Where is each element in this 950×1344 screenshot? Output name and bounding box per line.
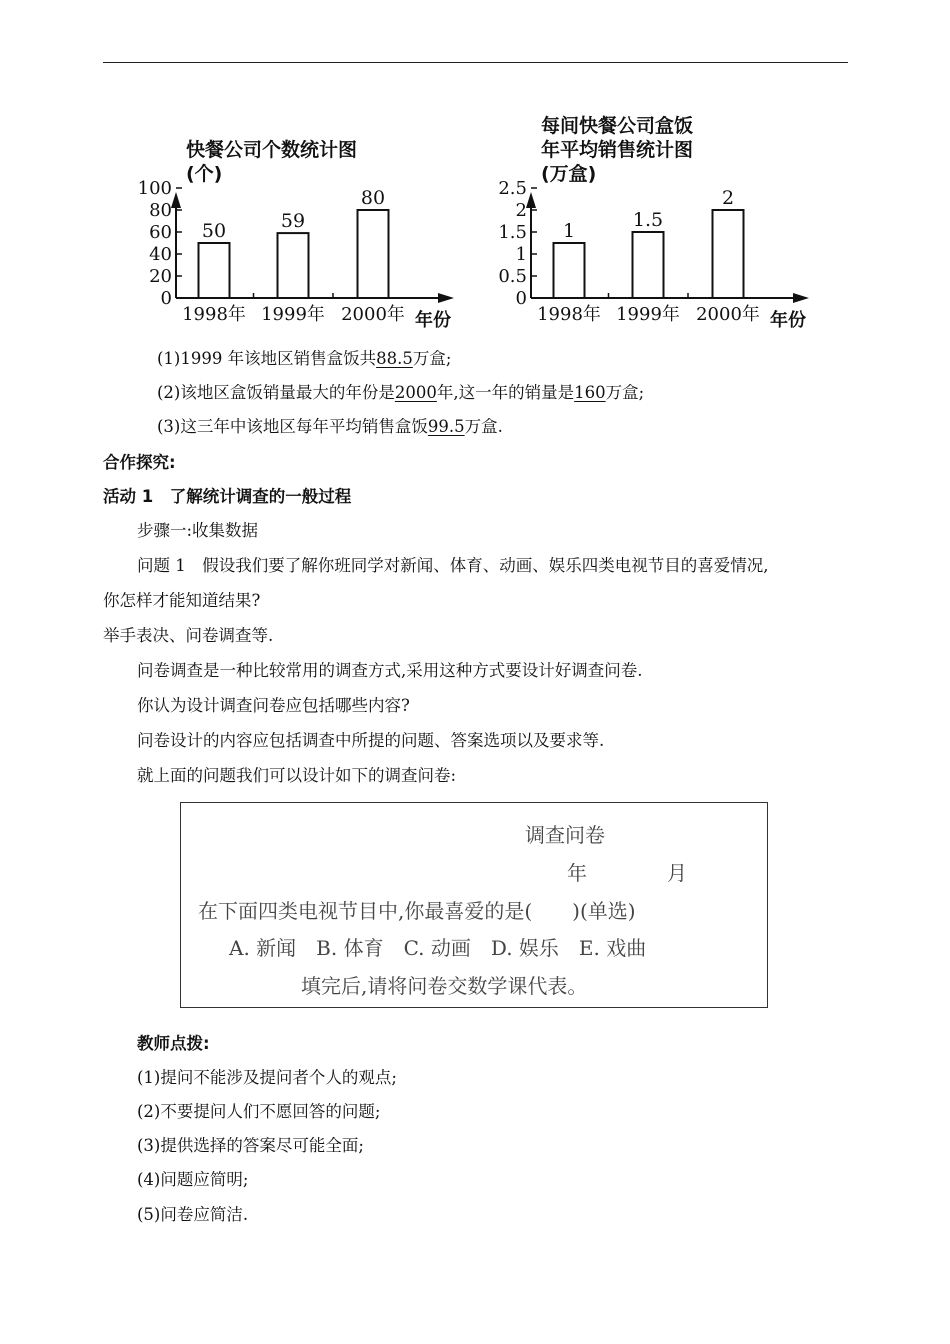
x-axis-arrow [438,293,454,303]
tip-3: (3)提供选择的答案尽可能全面; [137,1136,364,1155]
paragraph-2: 你认为设计调查问卷应包括哪些内容? [137,696,410,715]
heading-teacher-tip: 教师点拨: [137,1034,210,1053]
x-tick-label: 1998年 [182,304,246,325]
x-tick-label: 1999年 [261,304,325,325]
question-1-answer: 88.5 [376,349,413,368]
paragraph-1: 问卷调查是一种比较常用的调查方式,采用这种方式要设计好调查问卷. [137,661,643,680]
y-tick-label: 1.5 [498,222,527,243]
bar [554,243,585,298]
x-tick-label: 1998年 [537,304,601,325]
y-tick-label: 2 [515,200,527,221]
survey-options: A. 新闻 B. 体育 C. 动画 D. 娱乐 E. 戏曲 [229,936,647,960]
chart-restaurant-count [130,108,470,333]
y-axis-arrow [171,192,181,208]
bar [358,210,389,298]
question-2-unit: 万盒; [605,383,645,402]
heading-activity-1: 活动 1 了解统计调查的一般过程 [103,487,352,506]
bar [278,233,309,298]
answer-1: 举手表决、问卷调查等. [103,626,274,645]
question-1-unit: 万盒; [412,349,452,368]
x-tick-label: 1999年 [616,304,680,325]
question-2-text: (2)该地区盒饭销量最大的年份是 [157,383,395,402]
y-tick-label: 0.5 [498,266,527,287]
question-1 [157,347,451,371]
bar [633,232,664,298]
survey-title: 调查问卷 [525,823,605,847]
chart-box-meal-sales [485,108,825,333]
problem-1-line-1: 问题 1 假设我们要了解你班同学对新闻、体育、动画、娱乐四类电视节目的喜爱情况, [137,556,769,575]
y-tick-label: 100 [137,178,172,199]
bar [199,243,230,298]
survey-footer: 填完后,请将问卷交数学课代表。 [301,974,588,998]
chart-title-line1: 每间快餐公司盒饭 [541,115,694,137]
bar-value-label: 1.5 [632,209,664,231]
chart-y-unit: (个) [186,163,223,185]
y-tick-label: 60 [149,222,172,243]
question-3-answer: 99.5 [427,417,465,436]
y-tick-label: 0 [160,288,172,309]
y-tick-label: 1 [515,244,527,265]
question-1-text: (1)1999 年该地区销售盒饭共 [157,349,377,368]
step-1: 步骤一:收集数据 [137,521,259,540]
bar-value-label: 2 [721,187,735,209]
bar [713,210,744,298]
y-tick-label: 2.5 [498,178,527,199]
problem-1-line-2: 你怎样才能知道结果? [103,591,261,610]
x-tick-label: 2000年 [696,304,760,325]
question-2 [157,381,644,405]
heading-cooperative-inquiry: 合作探究: [103,453,176,472]
survey-form [180,802,768,1008]
x-axis-arrow [793,293,809,303]
y-tick-label: 20 [149,266,172,287]
question-3-unit: 万盒. [464,417,503,436]
y-axis-arrow [526,192,536,208]
x-axis-unit-label: 年份 [415,310,451,331]
bar-value-label: 80 [360,187,386,209]
tip-1: (1)提问不能涉及提问者个人的观点; [137,1068,397,1087]
survey-year: 年 [567,861,587,885]
survey-question: 在下面四类电视节目中,你最喜爱的是( )(单选) [198,899,636,923]
question-3-text: (3)这三年中该地区每年平均销售盒饭 [157,417,428,436]
question-2-text-mid: 年,这一年的销量是 [436,383,575,402]
paragraph-3: 问卷设计的内容应包括调查中所提的问题、答案选项以及要求等. [137,731,605,750]
chart-title: 快餐公司个数统计图 [186,139,358,161]
y-tick-label: 80 [149,200,172,221]
x-axis-unit-label: 年份 [770,310,806,331]
survey-month: 月 [667,861,687,885]
paragraph-4: 就上面的问题我们可以设计如下的调查问卷: [137,766,457,785]
x-tick-label: 2000年 [341,304,405,325]
y-tick-label: 40 [149,244,172,265]
tip-4: (4)问题应简明; [137,1170,249,1189]
question-2-answer-year: 2000 [394,383,437,402]
bar-value-label: 59 [280,210,306,233]
question-2-answer-amount: 160 [574,383,606,402]
chart-y-unit: (万盒) [541,163,597,185]
chart-title-line2: 年平均销售统计图 [541,139,694,161]
chart-restaurant-count-svg [130,108,470,333]
tip-2: (2)不要提问人们不愿回答的问题; [137,1102,381,1121]
bar-value-label: 1 [562,220,576,242]
header-rule [103,62,848,63]
tip-5: (5)问卷应简洁. [137,1205,249,1224]
bar-value-label: 50 [201,220,227,242]
y-tick-label: 0 [515,288,527,309]
chart-box-meal-sales-svg [485,108,825,333]
question-3 [157,415,503,439]
